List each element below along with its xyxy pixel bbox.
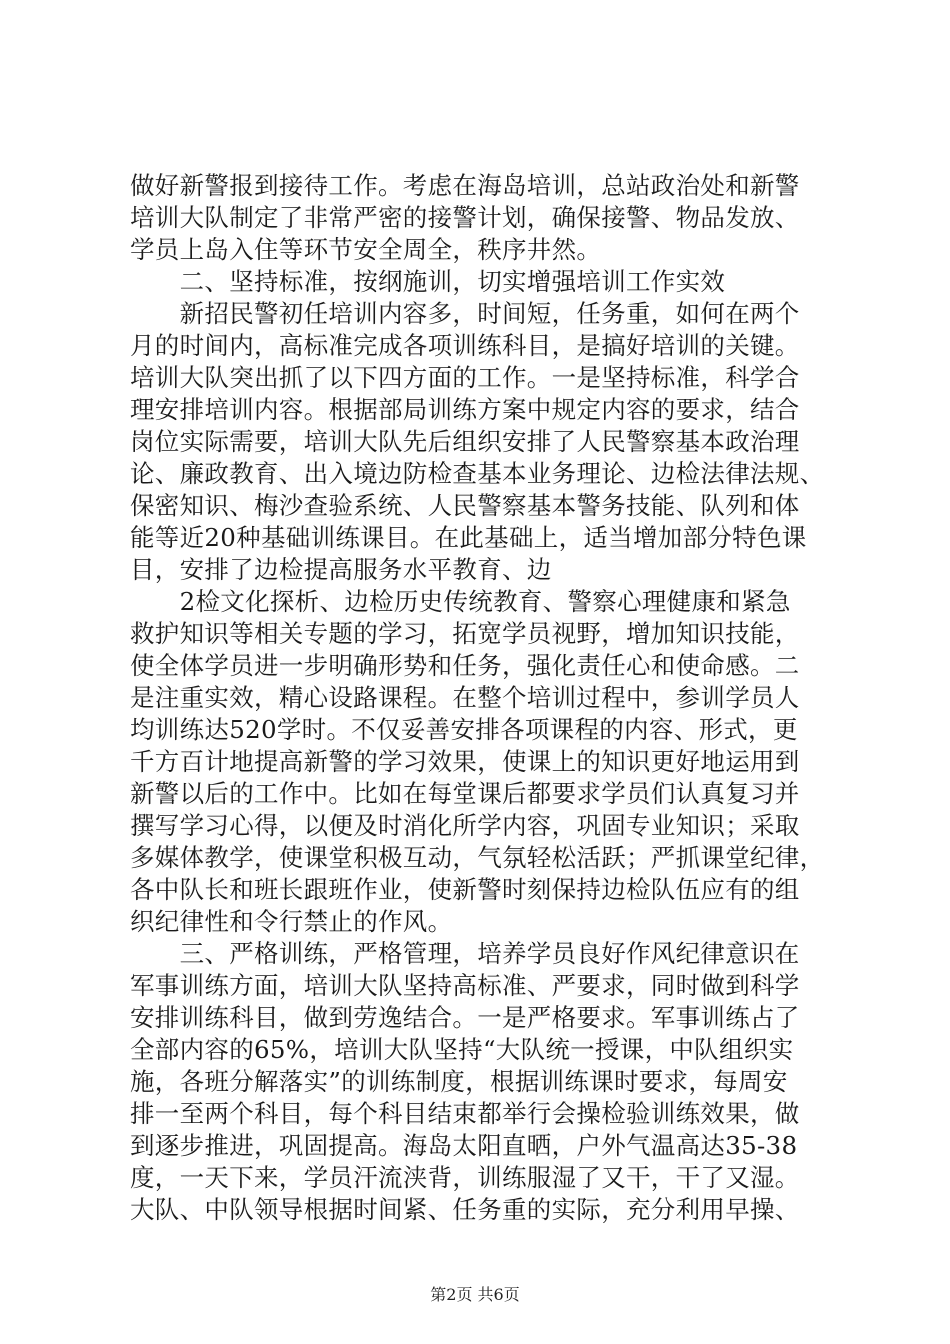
text-line: 目，安排了边检提高服务水平教育、边 [130, 555, 552, 584]
text-line: 到逐步推进，巩固提高。海岛太阳直晒，户外气温高达35-38 [130, 1131, 798, 1160]
text-line: 救护知识等相关专题的学习，拓宽学员视野，增加知识技能， [130, 619, 800, 648]
text-line: 排一至两个科目，每个科目结束都举行会操检验训练效果，做 [130, 1099, 800, 1128]
text-line: 月的时间内，高标准完成各项训练科目，是搞好培训的关键。 [130, 331, 800, 360]
text-line: 理安排培训内容。根据部局训练方案中规定内容的要求，结合 [130, 395, 800, 424]
text-line: 织纪律性和令行禁止的作风。 [130, 907, 453, 936]
text-line: 使全体学员进一步明确形势和任务，强化责任心和使命感。二 [130, 651, 800, 680]
text-line: 均训练达520学时。不仅妥善安排各项课程的内容、形式，更 [130, 715, 798, 744]
text-line: 学员上岛入住等环节安全周全，秩序井然。 [130, 235, 602, 264]
text-line: 全部内容的65%，培训大队坚持“大队统一授课，中队组织实 [130, 1035, 794, 1064]
text-line: 培训大队制定了非常严密的接警计划，确保接警、物品发放、 [130, 203, 800, 232]
text-line: 新警以后的工作中。比如在每堂课后都要求学员们认真复习并 [130, 779, 800, 808]
text-line: 多媒体教学，使课堂积极互动，气氛轻松活跃；严抓课堂纪律， [130, 843, 825, 872]
text-line: 做好新警报到接待工作。考虑在海岛培训，总站政治处和新警 [130, 171, 800, 200]
text-line: 度，一天下来，学员汗流浃背，训练服湿了又干，干了又湿。 [130, 1163, 800, 1192]
text-line: 能等近20种基础训练课目。在此基础上，适当增加部分特色课 [130, 523, 807, 552]
body-text [130, 170, 830, 1226]
text-line: 各中队长和班长跟班作业，使新警时刻保持边检队伍应有的组 [130, 875, 800, 904]
section-heading: 二、坚持标准，按纲施训，切实增强培训工作实效 [130, 267, 726, 296]
text-line: 施，各班分解落实”的训练制度，根据训练课时要求，每周安 [130, 1067, 788, 1096]
text-line: 培训大队突出抓了以下四方面的工作。一是坚持标准，科学合 [130, 363, 800, 392]
page-number: 第2页 共6页 [430, 1285, 520, 1304]
text-line: 新招民警初任培训内容多，时间短，任务重，如何在两个 [130, 299, 800, 328]
text-line: 2检文化探析、边检历史传统教育、警察心理健康和紧急 [130, 587, 791, 616]
text-line: 岗位实际需要，培训大队先后组织安排了人民警察基本政治理 [130, 427, 800, 456]
text-line: 保密知识、梅沙查验系统、人民警察基本警务技能、队列和体 [130, 491, 800, 520]
text-line: 军事训练方面，培训大队坚持高标准、严要求，同时做到科学 [130, 971, 800, 1000]
text-line: 千方百计地提高新警的学习效果，使课上的知识更好地运用到 [130, 747, 800, 776]
text-line: 是注重实效，精心设路课程。在整个培训过程中，参训学员人 [130, 683, 800, 712]
text-line: 论、廉政教育、出入境边防检查基本业务理论、边检法律法规、 [130, 459, 825, 488]
text-line: 安排训练科目，做到劳逸结合。一是严格要求。军事训练占了 [130, 1003, 800, 1032]
section-heading: 三、严格训练，严格管理，培养学员良好作风纪律意识在 [130, 939, 800, 968]
text-line: 大队、中队领导根据时间紧、任务重的实际，充分利用早操、 [130, 1195, 800, 1224]
text-line: 撰写学习心得，以便及时消化所学内容，巩固专业知识；采取 [130, 811, 800, 840]
